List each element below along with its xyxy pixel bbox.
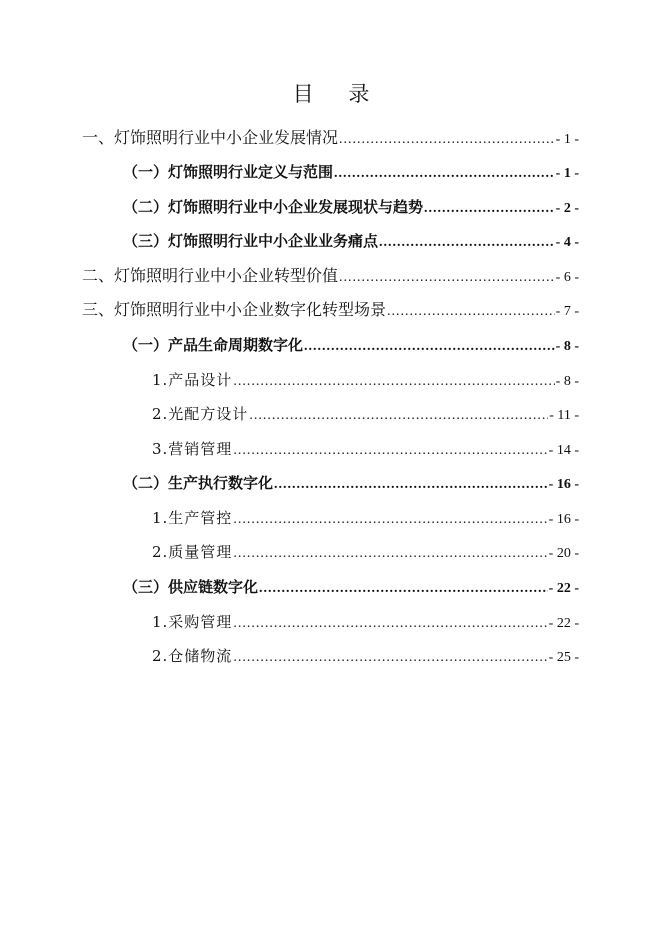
toc-entry-section-3[interactable] bbox=[82, 298, 579, 322]
toc-entry-label: 三、灯饰照明行业中小企业数字化转型场景 bbox=[82, 300, 387, 319]
toc-entry-section-2[interactable] bbox=[82, 264, 579, 288]
dot-leader bbox=[339, 128, 555, 152]
dot-leader bbox=[233, 370, 554, 394]
toc-page-number: - 20 - bbox=[548, 546, 579, 561]
toc-entry-label: 2.仓储物流 bbox=[152, 647, 233, 665]
dot-leader bbox=[387, 300, 555, 324]
toc-page-number: - 2 - bbox=[555, 201, 579, 216]
toc-page-number: - 6 - bbox=[555, 270, 579, 285]
toc-entry-section-3-1-2[interactable] bbox=[152, 402, 579, 426]
toc-entry-label: 2.光配方设计 bbox=[152, 405, 249, 423]
toc-entry-section-1-1[interactable] bbox=[123, 160, 579, 184]
toc-entry-section-3-3-2[interactable] bbox=[152, 644, 579, 668]
toc-page-number: - 8 - bbox=[555, 339, 579, 354]
toc-entry-label: 二、灯饰照明行业中小企业转型价值 bbox=[82, 266, 339, 285]
toc-entry-label: 1.产品设计 bbox=[152, 371, 233, 389]
toc-entry-label: （一）产品生命周期数字化 bbox=[123, 336, 304, 354]
toc-page-number: - 4 - bbox=[555, 235, 579, 250]
toc-entry-section-1[interactable] bbox=[82, 126, 579, 150]
toc-page-number: - 16 - bbox=[548, 477, 579, 492]
dot-leader bbox=[259, 577, 548, 601]
toc-entry-section-3-2[interactable] bbox=[123, 471, 579, 495]
toc-entry-label: （二）生产执行数字化 bbox=[123, 474, 274, 492]
toc-entry-label: 3.营销管理 bbox=[152, 440, 233, 458]
toc-page-number: - 14 - bbox=[548, 443, 579, 458]
toc-entry-label: （三）供应链数字化 bbox=[123, 578, 259, 596]
dot-leader bbox=[379, 231, 555, 255]
toc-entry-label: 2.质量管理 bbox=[152, 543, 233, 561]
toc-entry-label: 1.生产管控 bbox=[152, 509, 233, 527]
toc-entry-section-3-1-1[interactable] bbox=[152, 368, 579, 392]
toc-page-number: - 22 - bbox=[548, 581, 579, 596]
toc-page-number: - 25 - bbox=[548, 650, 579, 665]
dot-leader bbox=[233, 508, 547, 532]
dot-leader bbox=[233, 646, 547, 670]
toc-entry-label: 1.采购管理 bbox=[152, 613, 233, 631]
toc-entry-label: （三）灯饰照明行业中小企业业务痛点 bbox=[123, 232, 379, 250]
dot-leader bbox=[274, 473, 548, 497]
toc-entry-label: （一）灯饰照明行业定义与范围 bbox=[123, 163, 334, 181]
dot-leader bbox=[304, 335, 555, 359]
toc-entry-section-3-2-2[interactable] bbox=[152, 540, 579, 564]
toc-title: 目 录 bbox=[292, 82, 384, 106]
toc-page-number: - 1 - bbox=[555, 166, 579, 181]
dot-leader bbox=[233, 612, 547, 636]
dot-leader bbox=[339, 266, 555, 290]
toc-page-number: - 16 - bbox=[548, 512, 579, 527]
toc-entry-section-3-2-1[interactable] bbox=[152, 506, 579, 530]
toc-entry-section-3-3[interactable] bbox=[123, 575, 579, 599]
toc-entry-section-3-1[interactable] bbox=[123, 333, 579, 357]
toc-entry-label: 一、灯饰照明行业中小企业发展情况 bbox=[82, 128, 339, 147]
toc-page-number: - 1 - bbox=[555, 132, 579, 147]
toc-entry-label: （二）灯饰照明行业中小企业发展现状与趋势 bbox=[123, 198, 424, 216]
toc-page-number: - 22 - bbox=[548, 616, 579, 631]
dot-leader bbox=[249, 404, 548, 428]
toc-entry-section-3-3-1[interactable] bbox=[152, 610, 579, 634]
toc-page-number: - 8 - bbox=[555, 374, 579, 389]
toc-entry-section-1-2[interactable] bbox=[123, 195, 579, 219]
dot-leader bbox=[334, 162, 555, 186]
toc-page-number: - 7 - bbox=[555, 304, 579, 319]
dot-leader bbox=[424, 197, 555, 221]
dot-leader bbox=[233, 542, 547, 566]
toc-entry-section-1-3[interactable] bbox=[123, 229, 579, 253]
toc-entry-section-3-1-3[interactable] bbox=[152, 437, 579, 461]
toc-page-number: - 11 - bbox=[549, 408, 579, 423]
dot-leader bbox=[233, 439, 547, 463]
